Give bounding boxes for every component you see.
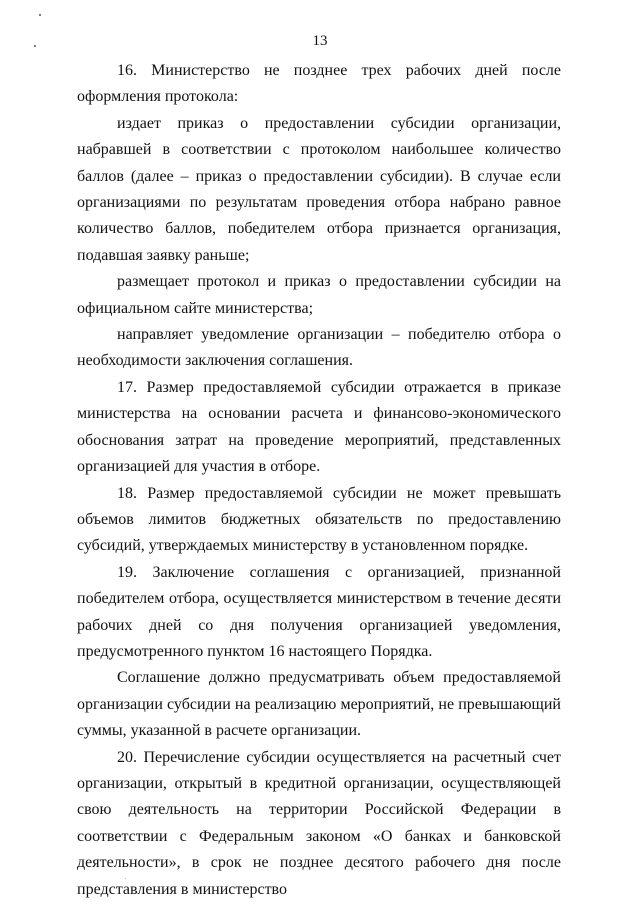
paragraph-order-issue: издает приказ о предоставлении субсидии организации, набравшей в соответствии с протоколом наибольшее количество баллов (далее – приказ о предоставлении субсидии). В случае если организациями по результатам проведения отбора набрано равное количество баллов, победителем отбора признается организация, подавшая заявку раньше;: [77, 114, 561, 264]
paragraph-20: 20. Перечисление субсидии осуществляется на расчетный счет организации, открытый в кредитной организации, осуществляющей свою деятельность на территории Российской Федерации в соответствии с Федеральным законом «О банках и банковской деятельности», в срок не позднее десятого рабочего дня после представления в министерство: [77, 748, 561, 898]
document-body: [77, 58, 561, 903]
paragraph-17: 17. Размер предоставляемой субсидии отражается в приказе министерства на основании расчета и финансово-экономического обоснования затрат на проведение мероприятий, представленных организацией для участия в отборе.: [77, 378, 561, 476]
paragraph-18: 18. Размер предоставляемой субсидии не может превышать объемов лимитов бюджетных обязательств по предоставлению субсидий, утверждаемых министерству в установленном порядке.: [77, 484, 561, 555]
scan-speck: [39, 14, 41, 16]
paragraph-publish: размещает протокол и приказ о предоставлении субсидии на официальном сайте министерства;: [77, 273, 561, 317]
paragraph-19: 19. Заключение соглашения с организацией, признанной победителем отбора, осуществляется министерством в течение десяти рабочих дней со дня получения организацией уведомления, предусмотренного пунктом 16 настоящего Порядка.: [77, 563, 561, 660]
paragraph-notify: направляет уведомление организации – победителю отбора о необходимости заключения соглашения.: [77, 326, 561, 370]
paragraph-16: 16. Министерство не позднее трех рабочих дней после оформления протокола:: [77, 62, 561, 106]
paragraph-agreement: Соглашение должно предусматривать объем предоставляемой организации субсидии на реализацию мероприятий, не превышающий суммы, указанной в расчете организации.: [77, 669, 561, 740]
page-number: 13: [312, 33, 328, 49]
